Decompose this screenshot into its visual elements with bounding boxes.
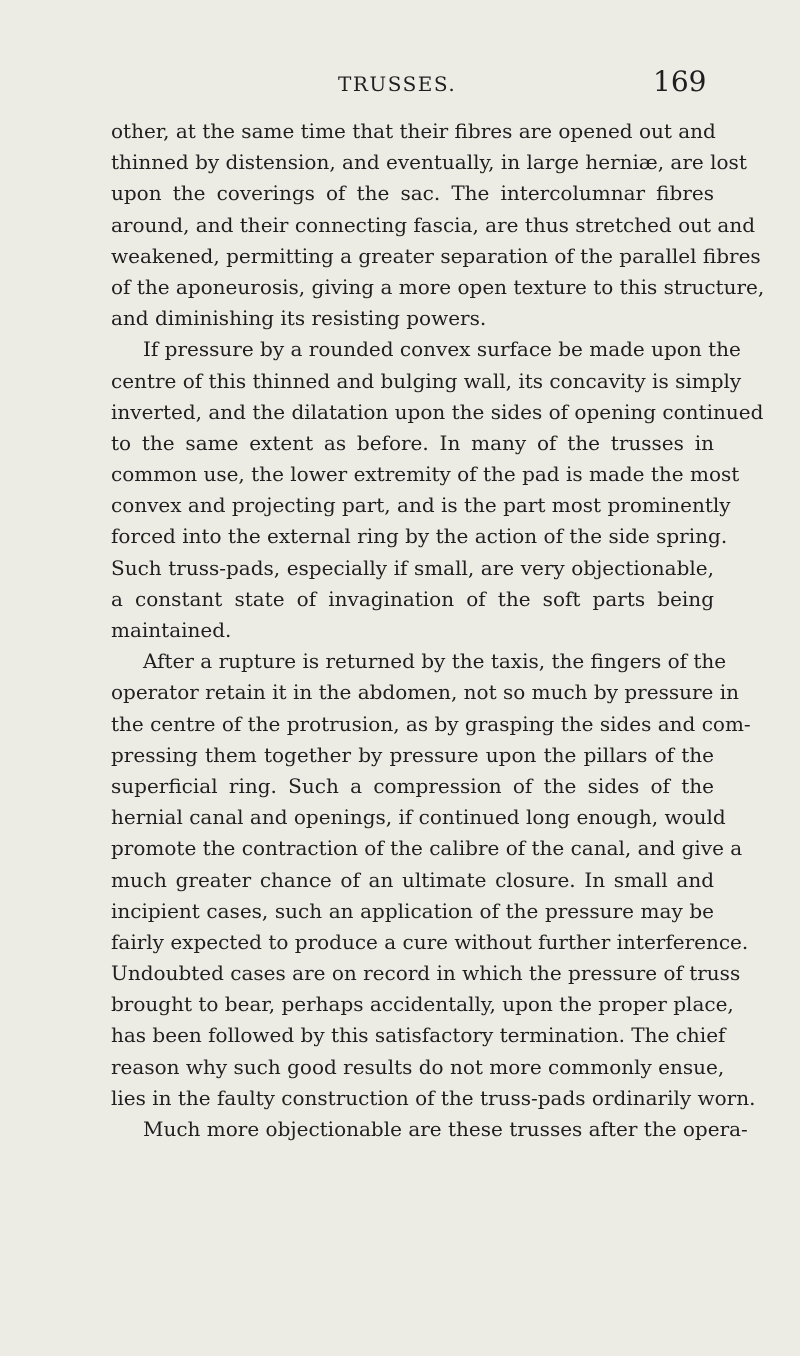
text-line: maintained. bbox=[111, 618, 232, 642]
text-line: Undoubted cases are on record in which the pressure of truss bbox=[111, 961, 741, 986]
text-line: much greater chance of an ultimate closure. In small and bbox=[111, 867, 714, 892]
text-line: the centre of the protrusion, as by grasping the sides and com- bbox=[111, 711, 751, 736]
text-line: reason why such good results do not more commonly ensue, bbox=[111, 1054, 725, 1079]
text-line: After a rupture is returned by the taxis, the fingers of the bbox=[143, 649, 727, 674]
text-line: inverted, and the dilatation upon the sides of opening continued bbox=[111, 399, 764, 424]
text-line: Such truss-pads, especially if small, are very objectionable, bbox=[111, 555, 714, 580]
text-line: If pressure by a rounded convex surface be made upon the bbox=[143, 337, 741, 362]
text-line: a constant state of invagination of the soft parts being bbox=[111, 586, 714, 611]
text-line: Much more objectionable are these trusses after the opera- bbox=[143, 1117, 748, 1141]
text-line: other, at the same time that their fibres are opened out and bbox=[111, 119, 716, 143]
text-line: fairly expected to produce a cure without further interference. bbox=[111, 929, 749, 954]
text-line: operator retain it in the abdomen, not so much by pressure in bbox=[111, 680, 740, 705]
text-line: thinned by distension, and eventually, in large herniæ, are lost bbox=[111, 150, 747, 175]
text-line: lies in the faulty construction of the truss-pads ordinarily worn. bbox=[111, 1085, 756, 1110]
text-line: of the aponeurosis, giving a more open texture to this structure, bbox=[111, 274, 765, 299]
text-line: brought to bear, perhaps accidentally, upon the proper place, bbox=[111, 992, 734, 1017]
text-line: centre of this thinned and bulging wall, its concavity is simply bbox=[111, 368, 742, 393]
running-head: TRUSSES. bbox=[338, 72, 457, 96]
text-line: weakened, permitting a greater separation of the parallel fibres bbox=[111, 243, 761, 268]
text-line: hernial canal and openings, if continued long enough, would bbox=[111, 805, 726, 830]
text-line: around, and their connecting fascia, are thus stretched out and bbox=[111, 212, 756, 237]
text-line: incipient cases, such an application of the pressure may be bbox=[111, 898, 714, 923]
text-line: upon the coverings of the sac. The intercolumnar fibres bbox=[111, 181, 714, 206]
text-line: has been followed by this satisfactory termination. The chief bbox=[111, 1023, 726, 1048]
body-text bbox=[111, 116, 765, 1145]
text-line: common use, the lower extremity of the pad is made the most bbox=[111, 462, 740, 487]
page-header bbox=[0, 65, 800, 106]
text-line: promote the contraction of the calibre of the canal, and give a bbox=[111, 836, 743, 861]
text-line: and diminishing its resisting powers. bbox=[111, 306, 487, 331]
text-line: superficial ring. Such a compression of the sides of the bbox=[111, 773, 714, 798]
text-line: forced into the external ring by the action of the side spring. bbox=[111, 524, 728, 549]
page-number: 169 bbox=[653, 65, 707, 98]
text-line: convex and projecting part, and is the part most prominently bbox=[111, 493, 731, 518]
text-line: pressing them together by pressure upon the pillars of the bbox=[111, 742, 714, 767]
text-line: to the same extent as before. In many of the trusses in bbox=[111, 430, 714, 455]
